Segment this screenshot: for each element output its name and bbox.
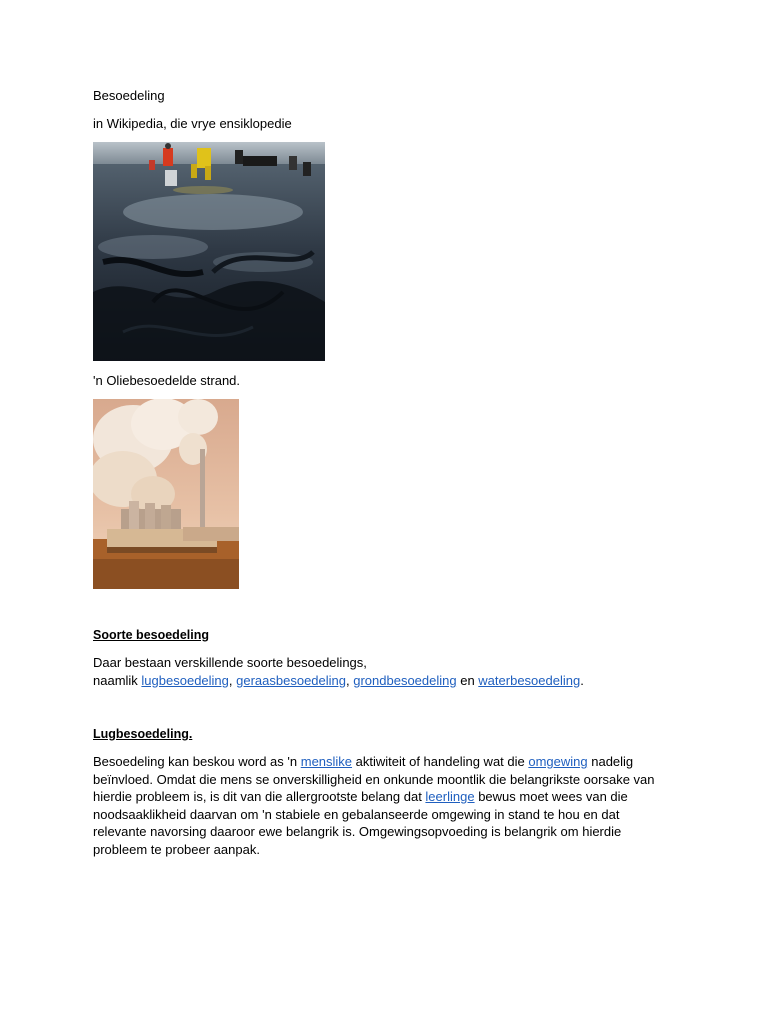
period: .: [580, 673, 584, 688]
paragraph-text: aktiwiteit of handeling wat die: [352, 754, 529, 769]
link-geraasbesoedeling[interactable]: geraasbesoedeling: [236, 673, 346, 688]
separator: ,: [228, 673, 237, 688]
oil-beach-image: [93, 142, 325, 361]
document-subtitle: in Wikipedia, die vrye ensiklopedie: [93, 116, 292, 131]
figure-caption: 'n Oliebesoedelde strand.: [93, 373, 241, 388]
paragraph-text: bewus moet wees van die noodsaaklikheid daarvan om 'n stabiele en gebalanseerde omgewing in stand te hou en dat relevante navorsing daaroor ewe belangrik is. Omgewingsopvoeding is belangrik om hierdie probleem te probeer aanpak.: [93, 789, 628, 857]
link-grondbesoedeling[interactable]: grondbesoedeling: [353, 673, 457, 688]
section-heading-air: Lugbesoedeling.: [93, 727, 193, 741]
link-menslike[interactable]: menslike: [300, 754, 353, 769]
types-prefix: naamlik: [93, 673, 142, 688]
paragraph-text: nadelig beïnvloed. Omdat die mens se onverskilligheid en onkunde moontlik die belangrikste oorsake van hierdie probleem is, is dit van die allergrootste belang dat: [93, 754, 655, 805]
link-leerlinge[interactable]: leerlinge: [425, 789, 475, 805]
link-lugbesoedeling[interactable]: lugbesoedeling: [141, 673, 229, 688]
link-omgewing[interactable]: omgewing: [528, 754, 588, 769]
factory-smoke-image: [93, 399, 239, 589]
types-line-1: Daar bestaan verskillende soorte besoedelings,: [93, 655, 367, 670]
types-line-2: [93, 672, 584, 689]
separator: ,: [346, 673, 354, 688]
paragraph-text: Besoedeling kan beskou word as 'n: [93, 754, 301, 769]
separator: en: [456, 673, 479, 688]
link-waterbesoedeling[interactable]: waterbesoedeling: [478, 673, 581, 688]
document-title: Besoedeling: [93, 88, 165, 103]
section-heading-types: Soorte besoedeling: [93, 628, 209, 642]
air-pollution-paragraph: [93, 753, 663, 859]
